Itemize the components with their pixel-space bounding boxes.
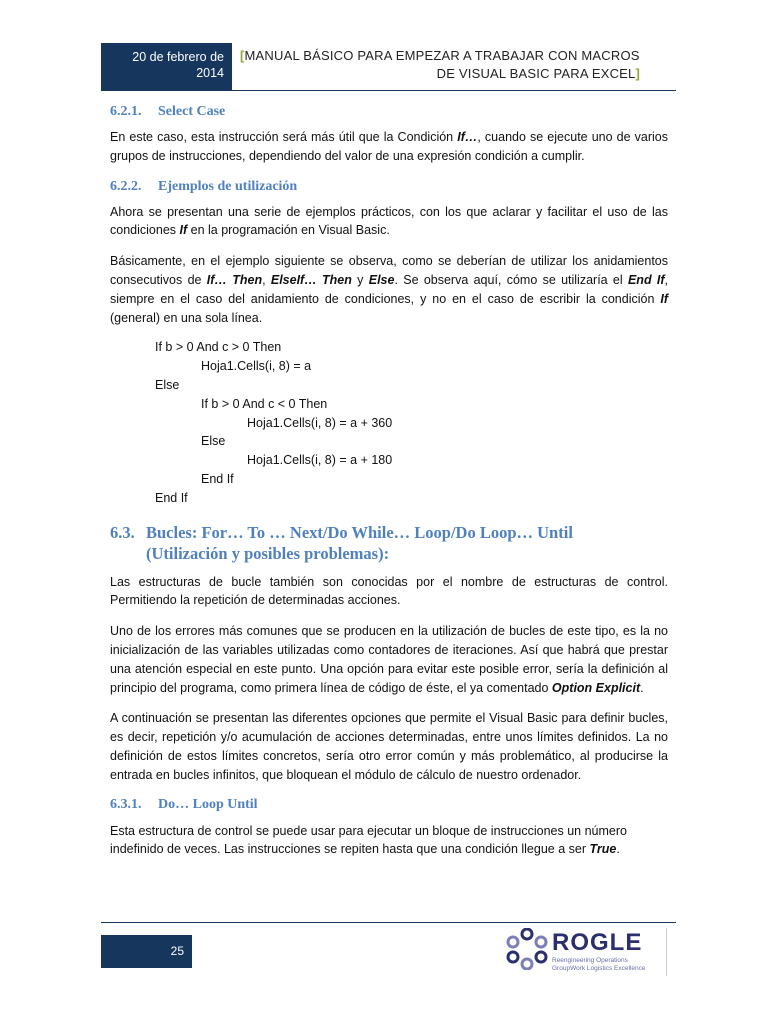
bracket-open: [ [240, 48, 245, 63]
code-line: Hoja1.Cells(i, 8) = a [201, 359, 312, 374]
paragraph-loop-intro: Las estructuras de bucle también son conocidas por el nombre de estructuras de control. Permitiendo la repetición de determinadas acciones. [110, 574, 668, 608]
paragraph-select-case [110, 128, 668, 166]
code-line: Else [155, 377, 180, 392]
rogle-logo [506, 928, 676, 976]
footer-divider [101, 922, 676, 923]
title-line1: MANUAL BÁSICO PARA EMPEZAR A TRABAJAR CON MACROS [244, 48, 640, 63]
header-date-line1: 20 de febrero de [132, 50, 224, 64]
text-run: y [351, 272, 369, 287]
text-run-emph: If [179, 223, 188, 238]
text-run: Básicamente, en el ejemplo siguiente se observa, como se deberían de utilizar los anidamientos consecutivos de [110, 254, 668, 287]
heading-number: 6.2.1. [110, 104, 142, 119]
text-run-emph: Else [368, 272, 395, 287]
text-run-emph: End If [627, 272, 665, 287]
header-date-box [101, 43, 232, 90]
code-line: If b > 0 And c < 0 Then [201, 396, 328, 411]
text-run: . [640, 680, 644, 695]
logo-name: ROGLE [552, 929, 643, 956]
logo-rings-icon [506, 928, 548, 970]
logo-tagline-line1: Reengineering Operations [552, 957, 628, 964]
page-number: 25 [101, 935, 192, 968]
heading-text: Ejemplos de utilización [158, 178, 298, 194]
heading-text: Select Case [158, 104, 226, 119]
header-date-line2: 2014 [196, 66, 224, 80]
code-line: End If [201, 471, 234, 486]
heading-number: 6.3. [110, 522, 135, 542]
bracket-close: ] [635, 66, 640, 81]
heading-text: Do… Loop Until [158, 796, 258, 812]
text-run: . Se observa aquí, cómo se utilizaría el [394, 272, 628, 287]
paragraph-loop-options: A continuación se presentan las diferentes opciones que permite el Visual Basic para definir bucles, es decir, repetición y/o acumulación de acciones determinadas, entre unos límites definidos. La no definición de estos límites concretos, sería otro error común y más problemático, al producirse la entrada en bucles infinitos, que bloquean el módulo de cálculo de nuestro ordenador. [110, 711, 668, 782]
page-content [110, 102, 668, 859]
code-line: Hoja1.Cells(i, 8) = a + 180 [247, 453, 393, 468]
text-run-emph: ElseIf… Then [270, 272, 352, 287]
title-line2: DE VISUAL BASIC PARA EXCEL [436, 66, 636, 81]
text-run: , siempre en el caso del anidamiento de condiciones, y no en el caso de escribir la condición [110, 272, 668, 306]
text-run-emph: If [660, 291, 668, 306]
paragraph-do-loop [110, 822, 668, 860]
heading-6-3-1 [110, 796, 668, 814]
text-run: . [616, 842, 620, 857]
heading-6-3 [110, 522, 668, 564]
logo-separator [666, 928, 667, 976]
heading-number: 6.3.1. [110, 796, 142, 812]
code-line: Else [201, 434, 226, 449]
paragraph-loop-errors [110, 622, 668, 697]
header-divider [101, 90, 676, 91]
code-block [110, 338, 668, 507]
heading-6-2-2 [110, 178, 668, 196]
text-run-emph: If… Then [206, 272, 263, 287]
code-line: If b > 0 And c > 0 Then [155, 340, 282, 355]
text-run-emph: If… [457, 130, 478, 144]
text-run-emph: True [589, 842, 617, 857]
document-title [240, 47, 640, 83]
text-run: (general) en una sola línea. [110, 310, 263, 325]
code-line: End If [155, 490, 188, 505]
logo-tagline-line2: GroupWork Logistics Excellence [552, 965, 646, 972]
text-run: Uno de los errores más comunes que se producen en la utilización de bucles de este tipo, es la no inicialización de las variables utilizadas como contadores de iteraciones. Así que habrá que prestar una atención especial en este punto. Una opción para evitar este posible error, sería la definición al principio del programa, como primera línea de código de éste, el ya comentado [110, 624, 668, 695]
heading-text-line1: Bucles: For… To … Next/Do While… Loop/Do Loop… Until [146, 522, 573, 542]
text-run: , [262, 272, 271, 287]
text-run: Ahora se presentan una serie de ejemplos prácticos, con los que aclarar y facilitar el uso de las condiciones [110, 204, 668, 238]
paragraph-examples [110, 203, 668, 241]
logo-tagline [552, 957, 676, 973]
text-run: en la programación en Visual Basic. [187, 223, 390, 238]
text-run: Esta estructura de control se puede usar para ejecutar un bloque de instrucciones un número indefinido de veces. Las instrucciones se repiten hasta que una condición llegue a ser [110, 823, 627, 857]
heading-6-2-1 [110, 103, 668, 121]
paragraph-nesting [110, 252, 668, 327]
code-line: Hoja1.Cells(i, 8) = a + 360 [247, 415, 393, 430]
text-run: , cuando se ejecute uno de varios grupos de instrucciones, dependiendo del valor de una expresión condición a cumplir. [110, 130, 668, 163]
heading-number: 6.2.2. [110, 178, 142, 194]
text-run: En este caso, esta instrucción será más útil que la Condición [110, 130, 458, 144]
heading-text-line2: (Utilización y posibles problemas): [146, 543, 390, 563]
text-run-emph: Option Explicit [551, 680, 641, 695]
